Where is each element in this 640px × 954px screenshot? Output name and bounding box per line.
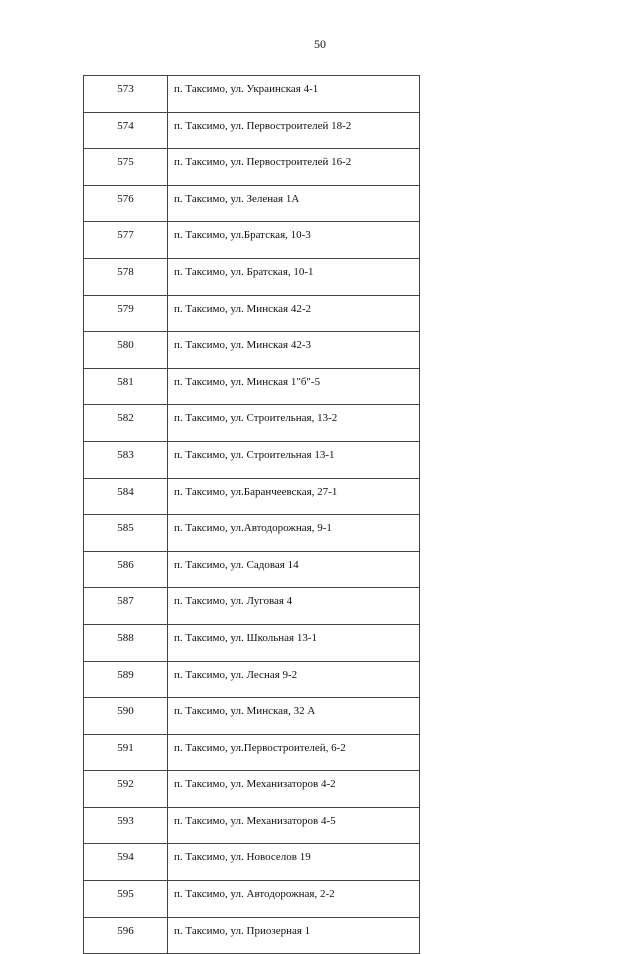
row-number: 573 — [84, 76, 168, 113]
table-row — [84, 734, 420, 771]
row-number: 578 — [84, 258, 168, 295]
row-number: 577 — [84, 222, 168, 259]
row-address: п. Таксимо, ул. Минская 42-3 — [168, 332, 420, 369]
row-address: п. Таксимо, ул.Первостроителей, 6-2 — [168, 734, 420, 771]
row-address: п. Таксимо, ул. Лесная 9-2 — [168, 661, 420, 698]
row-number: 582 — [84, 405, 168, 442]
table-row — [84, 368, 420, 405]
row-number: 589 — [84, 661, 168, 698]
row-address: п. Таксимо, ул.Автодорожная, 9-1 — [168, 515, 420, 552]
row-number: 587 — [84, 588, 168, 625]
table-row — [84, 441, 420, 478]
row-address: п. Таксимо, ул. Строительная, 13-2 — [168, 405, 420, 442]
table-row — [84, 807, 420, 844]
row-address: п. Таксимо, ул. Луговая 4 — [168, 588, 420, 625]
address-table — [83, 75, 420, 954]
page-number: 50 — [314, 37, 326, 51]
table-row — [84, 515, 420, 552]
row-number: 588 — [84, 624, 168, 661]
row-number: 584 — [84, 478, 168, 515]
table-row — [84, 478, 420, 515]
table-row — [84, 881, 420, 918]
table-row — [84, 295, 420, 332]
table-row — [84, 222, 420, 259]
row-address: п. Таксимо, ул. Первостроителей 16-2 — [168, 149, 420, 186]
row-address: п. Таксимо, ул. Первостроителей 18-2 — [168, 112, 420, 149]
table-row — [84, 405, 420, 442]
row-address: п. Таксимо, ул. Братская, 10-1 — [168, 258, 420, 295]
row-number: 590 — [84, 698, 168, 735]
row-address: п. Таксимо, ул. Механизаторов 4-2 — [168, 771, 420, 808]
row-number: 586 — [84, 551, 168, 588]
table-row — [84, 551, 420, 588]
row-number: 595 — [84, 881, 168, 918]
row-address: п. Таксимо, ул.Баранчеевская, 27-1 — [168, 478, 420, 515]
row-number: 593 — [84, 807, 168, 844]
row-address: п. Таксимо, ул. Строительная 13-1 — [168, 441, 420, 478]
row-address: п. Таксимо, ул. Механизаторов 4-5 — [168, 807, 420, 844]
table-row — [84, 698, 420, 735]
table-row — [84, 624, 420, 661]
row-address: п. Таксимо, ул. Зеленая 1А — [168, 185, 420, 222]
row-address: п. Таксимо, ул. Садовая 14 — [168, 551, 420, 588]
table-row — [84, 917, 420, 954]
row-number: 592 — [84, 771, 168, 808]
table-row — [84, 844, 420, 881]
row-number: 591 — [84, 734, 168, 771]
row-number: 596 — [84, 917, 168, 954]
row-address: п. Таксимо, ул. Минская 1"б"-5 — [168, 368, 420, 405]
table-row — [84, 185, 420, 222]
row-address: п. Таксимо, ул. Приозерная 1 — [168, 917, 420, 954]
row-address: п. Таксимо, ул. Автодорожная, 2-2 — [168, 881, 420, 918]
row-address: п. Таксимо, ул. Минская 42-2 — [168, 295, 420, 332]
address-table-body — [84, 76, 420, 954]
table-row — [84, 332, 420, 369]
row-number: 580 — [84, 332, 168, 369]
row-number: 576 — [84, 185, 168, 222]
table-row — [84, 588, 420, 625]
table-row — [84, 149, 420, 186]
table-row — [84, 112, 420, 149]
row-number: 585 — [84, 515, 168, 552]
row-address: п. Таксимо, ул.Братская, 10-3 — [168, 222, 420, 259]
row-number: 574 — [84, 112, 168, 149]
row-address: п. Таксимо, ул. Минская, 32 А — [168, 698, 420, 735]
row-number: 594 — [84, 844, 168, 881]
row-address: п. Таксимо, ул. Школьная 13-1 — [168, 624, 420, 661]
row-address: п. Таксимо, ул. Украинская 4-1 — [168, 76, 420, 113]
table-row — [84, 258, 420, 295]
table-row — [84, 661, 420, 698]
row-number: 583 — [84, 441, 168, 478]
row-number: 579 — [84, 295, 168, 332]
row-number: 575 — [84, 149, 168, 186]
row-number: 581 — [84, 368, 168, 405]
table-row — [84, 76, 420, 113]
row-address: п. Таксимо, ул. Новоселов 19 — [168, 844, 420, 881]
table-row — [84, 771, 420, 808]
